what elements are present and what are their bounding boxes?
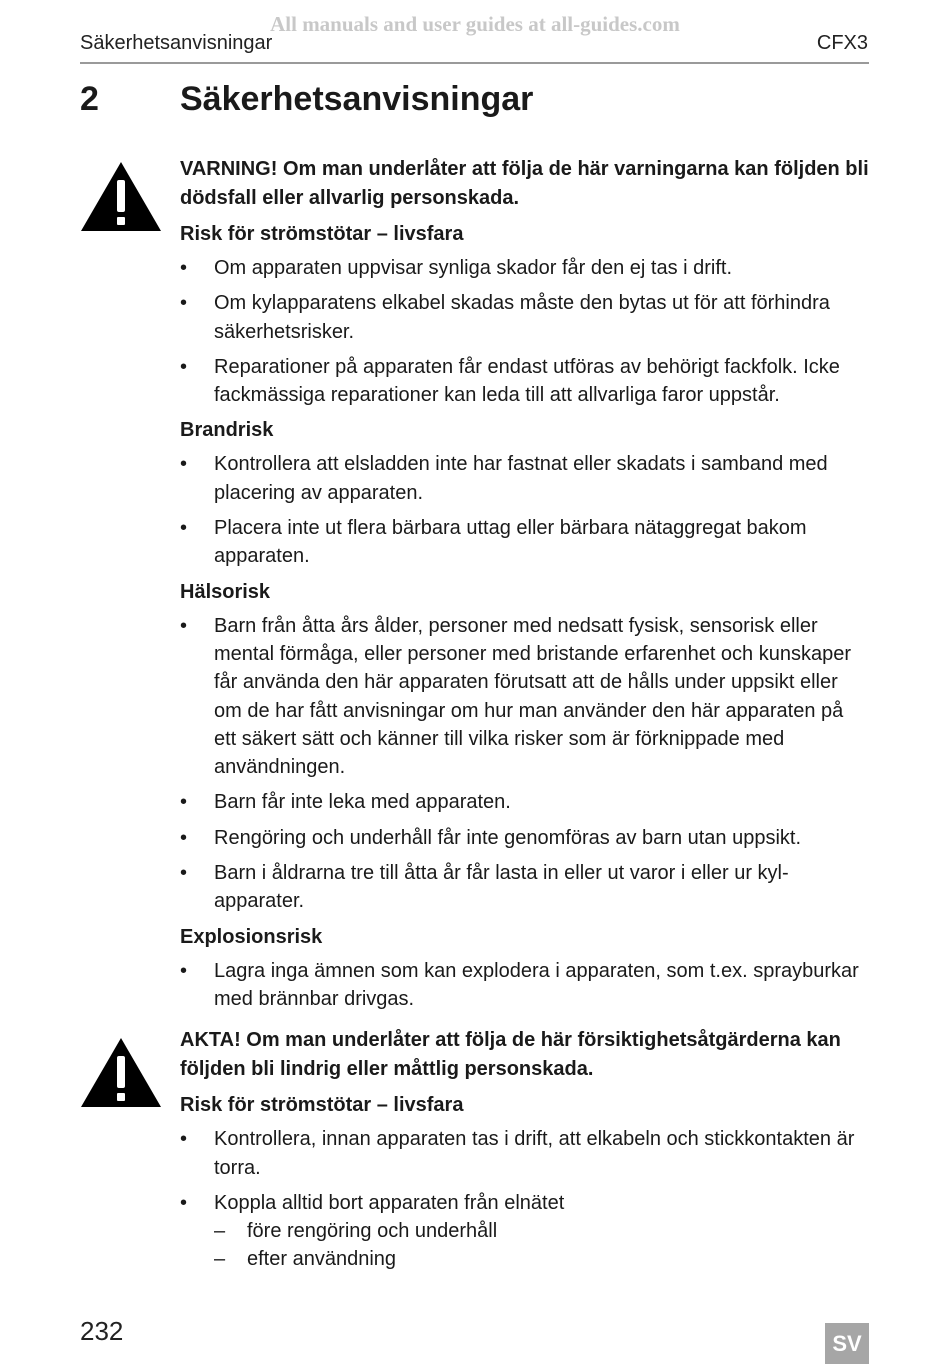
page-number: 232 <box>80 1316 124 1346</box>
bullet: • <box>180 1191 188 1214</box>
list-item: • Placera inte ut flera bärbara uttag eller bärbara nätaggregat bakom apparaten. <box>180 514 870 571</box>
subheading-explosion-risk: Explosionsrisk <box>180 925 323 948</box>
bullet: • <box>180 257 188 279</box>
list-item: • Kontrollera, innan apparaten tas i drift, att elkabeln och stickkontakten är torra. <box>180 1125 870 1182</box>
running-header-section: Säkerhetsanvisningar <box>80 32 273 54</box>
dash-item: – efter användning <box>214 1245 870 1273</box>
electric-shock-list <box>180 254 870 409</box>
dash: – <box>214 1248 226 1271</box>
fire-risk-list <box>180 450 870 570</box>
warning-triangle-icon <box>80 160 162 232</box>
dash: – <box>214 1220 226 1243</box>
list-item: • Koppla alltid bort apparaten från elnätet – före rengöring och underhåll – efter användning <box>180 1189 870 1274</box>
list-item: • Rengöring och underhåll får inte genomföras av barn utan uppsikt. <box>180 824 870 852</box>
watermark: All manuals and user guides at all-guides.com <box>270 12 680 36</box>
list-item: • Barn i åldrarna tre till åtta år får lasta in eller ut varor i eller ur kylapparater. <box>180 859 870 916</box>
chapter-number: 2 <box>80 80 99 118</box>
list-item: • Om apparaten uppvisar synliga skador får den ej tas i drift. <box>180 254 870 282</box>
warning-notice: VARNING! Om man underlåter att följa de här varningarna kan följden bli dödsfall eller allvarlig personskada. <box>180 158 869 209</box>
list-item: • Lagra inga ämnen som kan explodera i apparaten, som t.ex. sprayburkar med brännbar drivgas. <box>180 957 870 1014</box>
safety-content <box>180 155 870 1281</box>
bullet: • <box>180 453 188 476</box>
explosion-risk-list <box>180 957 870 1014</box>
list-item: • Barn från åtta års ålder, personer med nedsatt fysisk, sensorisk eller mental förmåga, eller personer med bristande erfarenhet och kunskaper får använda den här apparaten förutsatt att de hålls under uppsikt eller om de har fått anvisningar om hur man använder den här apparaten på ett säkert sätt och känner till vilka risker som är förknippade med användningen. <box>180 612 870 782</box>
list-item: • Barn får inte leka med apparaten. <box>180 788 870 816</box>
caution-list <box>180 1125 870 1273</box>
running-header-model: CFX3 <box>816 32 868 54</box>
bullet: • <box>180 614 188 637</box>
bullet: • <box>180 517 188 540</box>
bullet: • <box>180 791 188 814</box>
bullet: • <box>180 862 188 885</box>
subheading-electric-shock-caution: Risk för strömstötar – livsfara <box>180 1094 464 1117</box>
bullet: • <box>180 1128 188 1151</box>
list-item: • Reparationer på apparaten får endast utföras av behörigt fackfolk. Icke fackmässiga reparationer kan leda till att allvarliga faror uppstår. <box>180 353 870 410</box>
dash-list <box>214 1217 870 1274</box>
health-risk-list <box>180 612 870 916</box>
list-item: • Kontrollera att elsladden inte har fastnat eller skadats i samband med placering av apparaten. <box>180 450 870 507</box>
subheading-health-risk: Hälsorisk <box>180 580 271 603</box>
header-rule <box>80 62 869 64</box>
bullet: • <box>180 355 188 378</box>
bullet: • <box>180 292 188 315</box>
chapter-title: Säkerhetsanvisningar <box>180 80 534 118</box>
bullet: • <box>180 959 188 982</box>
caution-triangle-icon <box>80 1036 162 1108</box>
language-badge: SV <box>825 1323 869 1364</box>
dash-item: – före rengöring och underhåll <box>214 1217 870 1245</box>
subheading-fire-risk: Brandrisk <box>180 419 274 442</box>
subheading-electric-shock: Risk för strömstötar – livsfara <box>180 223 464 245</box>
bullet: • <box>180 826 188 849</box>
list-item: • Om kylapparatens elkabel skadas måste den bytas ut för att förhindra säkerhetsrisker. <box>180 289 870 346</box>
caution-notice: AKTA! Om man underlåter att följa de här försiktighetsåtgärderna kan följden bli lindrig eller måttlig personskada. <box>180 1029 841 1081</box>
